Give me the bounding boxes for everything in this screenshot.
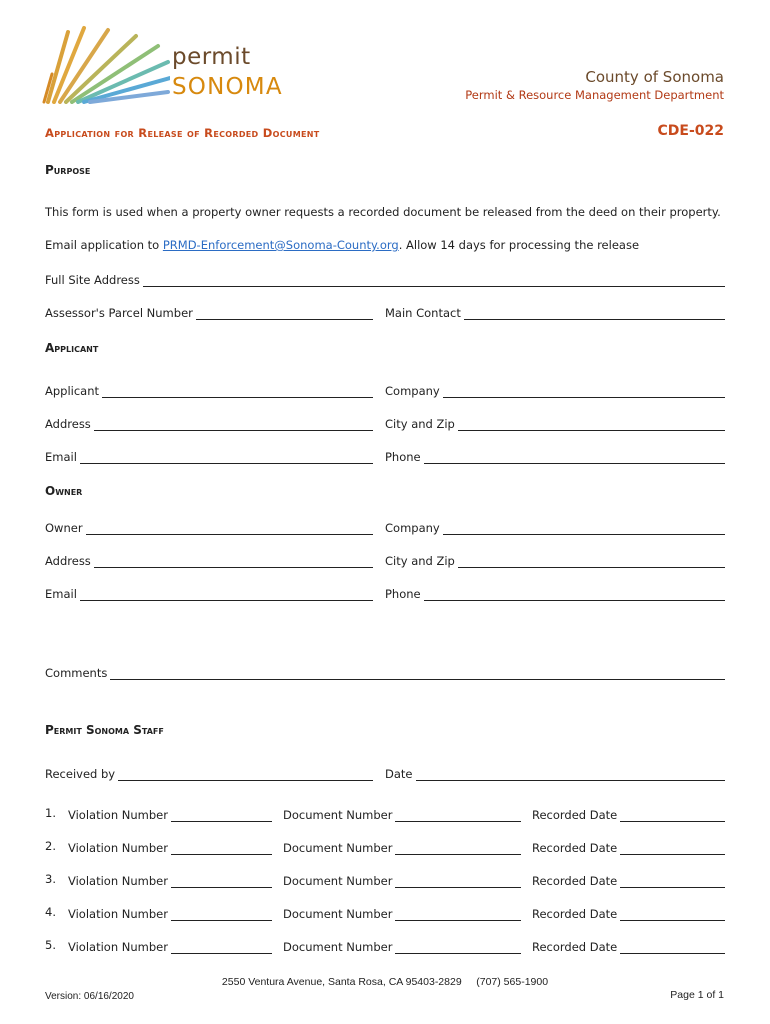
violation-number-label: Violation Number (68, 841, 168, 855)
main-contact-line[interactable] (464, 308, 725, 320)
document-number-label: Document Number (283, 808, 393, 822)
document-number-field[interactable] (283, 872, 521, 888)
owner-address-field[interactable] (45, 552, 373, 568)
applicant-name-line[interactable] (102, 386, 373, 398)
owner-heading: Owner (45, 484, 83, 498)
recorded-date-label: Recorded Date (532, 841, 618, 855)
violation-number-field[interactable] (68, 938, 272, 954)
recorded-date-field[interactable] (532, 806, 725, 822)
applicant-address-label: Address (45, 417, 91, 431)
footer-address: 2550 Ventura Avenue, Santa Rosa, CA 95403-2829 (707) 565-1900 (221, 976, 549, 988)
document-number-label: Document Number (283, 907, 393, 921)
email-prefix: Email application to (45, 238, 163, 252)
purpose-text: This form is used when a property owner requests a recorded document be released from the deed on their property. (45, 205, 721, 219)
form-title: Application for Release of Recorded Document (45, 126, 320, 140)
owner-city-field[interactable] (385, 552, 725, 568)
applicant-city-label: City and Zip (385, 417, 455, 431)
main-contact-label: Main Contact (385, 306, 461, 320)
site-address-field[interactable] (45, 271, 725, 287)
logo-text-permit: permit (172, 44, 251, 70)
violation-number-field[interactable] (68, 839, 272, 855)
applicant-phone-field[interactable] (385, 448, 725, 464)
applicant-address-line[interactable] (94, 419, 373, 431)
staff-date-line[interactable] (416, 769, 726, 781)
received-by-label: Received by (45, 767, 116, 781)
recorded-date-line[interactable] (620, 876, 725, 888)
document-number-label: Document Number (283, 940, 393, 954)
recorded-date-line[interactable] (620, 909, 725, 921)
logo-text-sonoma: SONOMA (172, 74, 283, 100)
recorded-date-field[interactable] (532, 839, 725, 855)
document-number-line[interactable] (395, 810, 521, 822)
owner-city-line[interactable] (458, 556, 725, 568)
owner-address-label: Address (45, 554, 91, 568)
applicant-address-field[interactable] (45, 415, 373, 431)
violation-number-label: Violation Number (68, 940, 168, 954)
received-by-line[interactable] (118, 769, 373, 781)
recorded-date-label: Recorded Date (532, 808, 618, 822)
applicant-city-field[interactable] (385, 415, 725, 431)
violation-number-field[interactable] (68, 872, 272, 888)
recorded-date-line[interactable] (620, 843, 725, 855)
owner-phone-label: Phone (385, 587, 421, 601)
comments-label: Comments (45, 666, 108, 680)
received-by-field[interactable] (45, 765, 373, 781)
applicant-email-field[interactable] (45, 448, 373, 464)
owner-city-label: City and Zip (385, 554, 455, 568)
owner-email-label: Email (45, 587, 77, 601)
applicant-phone-line[interactable] (424, 452, 725, 464)
applicant-heading: Applicant (45, 341, 99, 355)
site-address-label: Full Site Address (45, 273, 140, 287)
applicant-email-label: Email (45, 450, 77, 464)
document-number-line[interactable] (395, 876, 521, 888)
owner-name-field[interactable] (45, 519, 373, 535)
applicant-company-field[interactable] (385, 382, 725, 398)
purpose-heading: Purpose (45, 163, 91, 177)
parcel-field[interactable] (45, 304, 373, 320)
owner-company-label: Company (385, 521, 440, 535)
staff-date-field[interactable] (385, 765, 725, 781)
applicant-email-line[interactable] (80, 452, 373, 464)
main-contact-field[interactable] (385, 304, 725, 320)
recorded-date-field[interactable] (532, 872, 725, 888)
form-code: CDE-022 (657, 123, 724, 139)
applicant-city-line[interactable] (458, 419, 725, 431)
applicant-phone-label: Phone (385, 450, 421, 464)
applicant-company-label: Company (385, 384, 440, 398)
violation-number-line[interactable] (171, 942, 272, 954)
parcel-label: Assessor's Parcel Number (45, 306, 193, 320)
violation-number-field[interactable] (68, 905, 272, 921)
row-number: 4. (45, 905, 56, 919)
recorded-date-field[interactable] (532, 905, 725, 921)
applicant-name-field[interactable] (45, 382, 373, 398)
violation-number-field[interactable] (68, 806, 272, 822)
recorded-date-line[interactable] (620, 810, 725, 822)
staff-date-label: Date (385, 767, 413, 781)
document-number-label: Document Number (283, 841, 393, 855)
email-instruction (45, 238, 639, 252)
document-number-field[interactable] (283, 905, 521, 921)
owner-name-line[interactable] (86, 523, 373, 535)
owner-name-label: Owner (45, 521, 83, 535)
document-number-line[interactable] (395, 843, 521, 855)
document-number-field[interactable] (283, 806, 521, 822)
comments-field[interactable] (45, 664, 725, 680)
row-number: 3. (45, 872, 56, 886)
recorded-date-line[interactable] (620, 942, 725, 954)
applicant-company-line[interactable] (443, 386, 725, 398)
county-name: County of Sonoma (585, 68, 724, 86)
page-number: Page 1 of 1 (670, 989, 724, 1001)
recorded-date-field[interactable] (532, 938, 725, 954)
version-label: Version: 06/16/2020 (45, 991, 134, 1002)
department-name: Permit & Resource Management Department (465, 88, 724, 102)
recorded-date-label: Recorded Date (532, 907, 618, 921)
owner-company-line[interactable] (443, 523, 725, 535)
site-address-line[interactable] (143, 275, 725, 287)
document-number-line[interactable] (395, 909, 521, 921)
permit-sonoma-logo-icon (40, 22, 170, 104)
document-number-field[interactable] (283, 938, 521, 954)
owner-address-line[interactable] (94, 556, 373, 568)
row-number: 5. (45, 938, 56, 952)
recorded-date-label: Recorded Date (532, 874, 618, 888)
comments-line[interactable] (110, 668, 725, 680)
document-number-field[interactable] (283, 839, 521, 855)
email-suffix: . Allow 14 days for processing the release (398, 238, 640, 252)
owner-email-line[interactable] (80, 589, 373, 601)
document-number-line[interactable] (395, 942, 521, 954)
owner-phone-line[interactable] (424, 589, 725, 601)
owner-company-field[interactable] (385, 519, 725, 535)
owner-email-field[interactable] (45, 585, 373, 601)
staff-heading: Permit Sonoma Staff (45, 723, 164, 737)
parcel-line[interactable] (196, 308, 373, 320)
recorded-date-label: Recorded Date (532, 940, 618, 954)
violation-number-label: Violation Number (68, 808, 168, 822)
violation-number-label: Violation Number (68, 874, 168, 888)
applicant-name-label: Applicant (45, 384, 100, 398)
violation-number-line[interactable] (171, 843, 272, 855)
violation-number-line[interactable] (171, 810, 272, 822)
violation-number-line[interactable] (171, 909, 272, 921)
row-number: 2. (45, 839, 56, 853)
owner-phone-field[interactable] (385, 585, 725, 601)
document-number-label: Document Number (283, 874, 393, 888)
row-number: 1. (45, 806, 56, 820)
email-link[interactable]: PRMD-Enforcement@Sonoma-County.org (162, 238, 399, 252)
violation-number-line[interactable] (171, 876, 272, 888)
violation-number-label: Violation Number (68, 907, 168, 921)
